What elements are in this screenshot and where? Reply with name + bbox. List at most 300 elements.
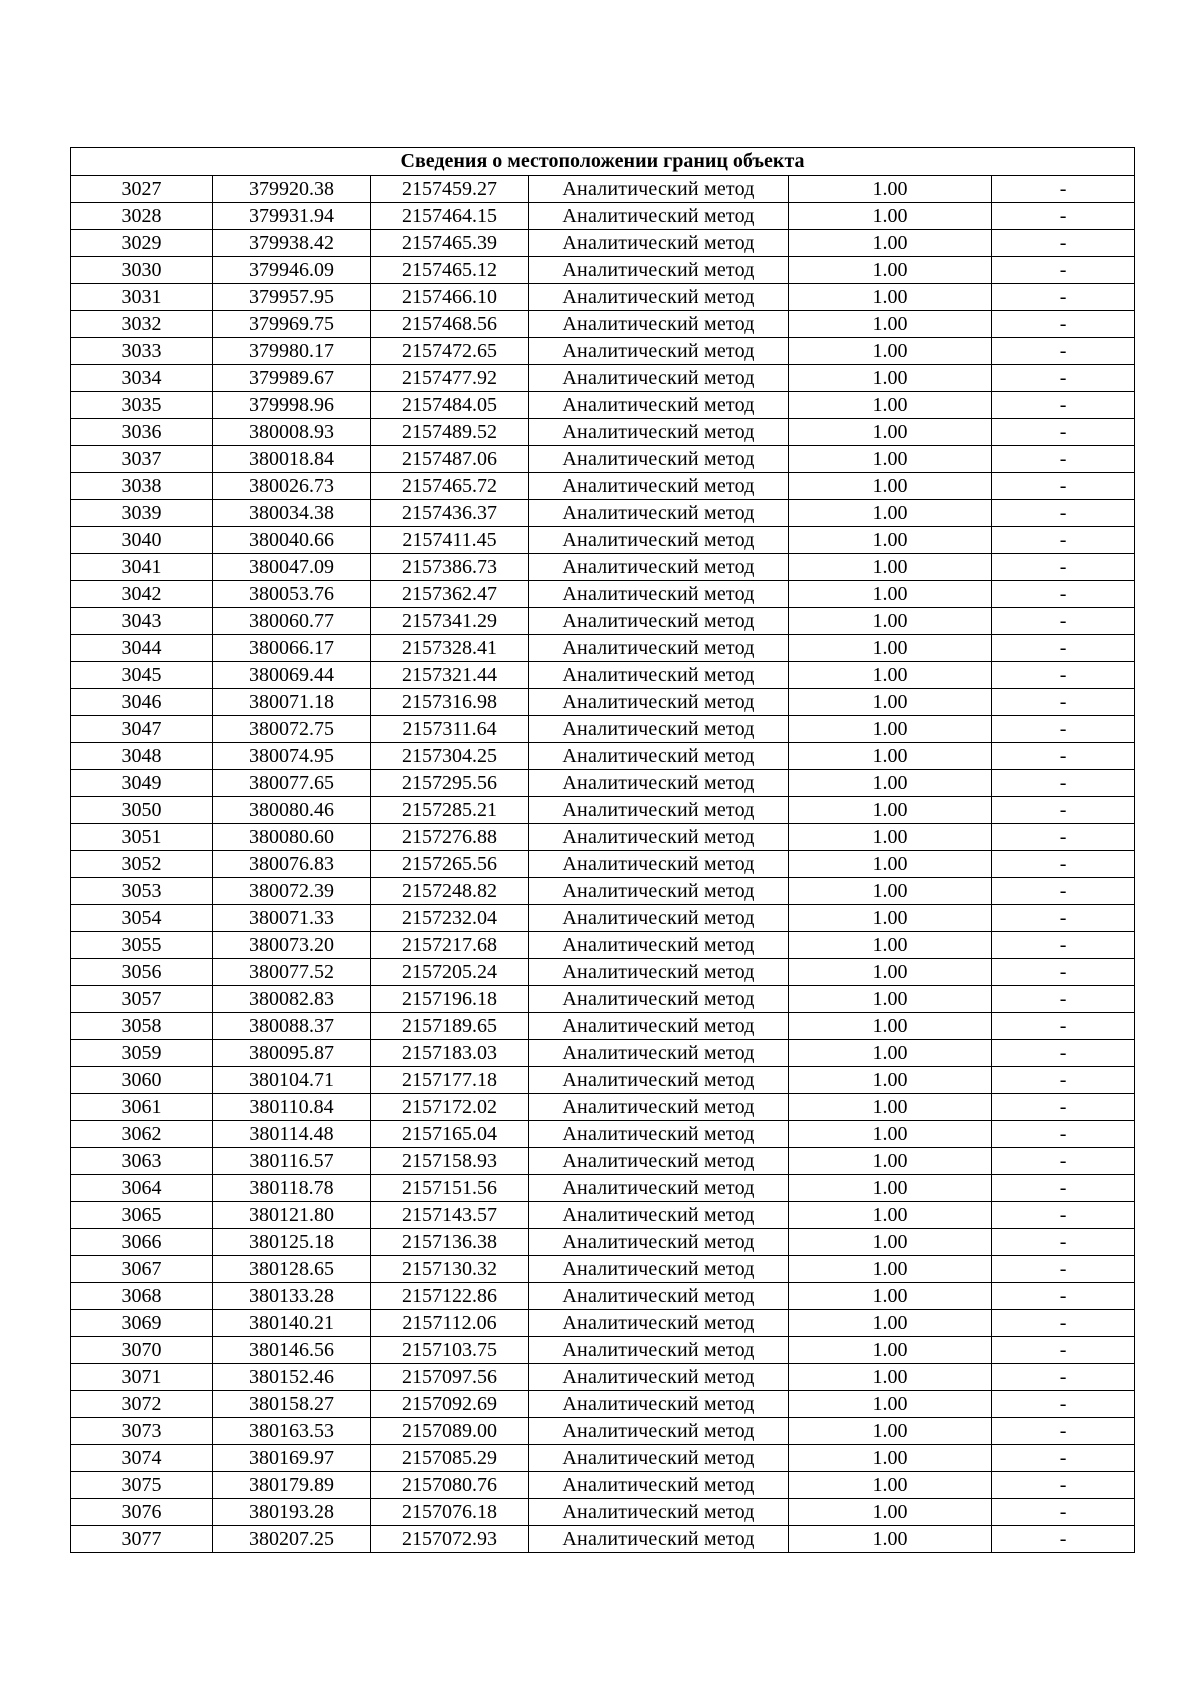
table-row [71,1040,1135,1067]
note-cell: - [992,1337,1135,1364]
note-cell: - [992,1229,1135,1256]
accuracy-cell: 1.00 [789,1148,992,1175]
method-cell: Аналитический метод [529,338,789,365]
x-coordinate: 380140.21 [213,1310,371,1337]
y-coordinate: 2157304.25 [371,743,529,770]
y-coordinate: 2157341.29 [371,608,529,635]
point-number: 3065 [71,1202,213,1229]
table-row [71,986,1135,1013]
y-coordinate: 2157136.38 [371,1229,529,1256]
accuracy-cell: 1.00 [789,959,992,986]
accuracy-cell: 1.00 [789,1067,992,1094]
table-row [71,1094,1135,1121]
method-cell: Аналитический метод [529,797,789,824]
x-coordinate: 380193.28 [213,1499,371,1526]
note-cell: - [992,1040,1135,1067]
accuracy-cell: 1.00 [789,662,992,689]
accuracy-cell: 1.00 [789,608,992,635]
table-row [71,1310,1135,1337]
note-cell: - [992,878,1135,905]
method-cell: Аналитический метод [529,1121,789,1148]
method-cell: Аналитический метод [529,1526,789,1553]
point-number: 3069 [71,1310,213,1337]
point-number: 3032 [71,311,213,338]
y-coordinate: 2157158.93 [371,1148,529,1175]
note-cell: - [992,1256,1135,1283]
note-cell: - [992,1094,1135,1121]
point-number: 3031 [71,284,213,311]
method-cell: Аналитический метод [529,1310,789,1337]
note-cell: - [992,1364,1135,1391]
y-coordinate: 2157321.44 [371,662,529,689]
x-coordinate: 379938.42 [213,230,371,257]
method-cell: Аналитический метод [529,500,789,527]
point-number: 3028 [71,203,213,230]
point-number: 3064 [71,1175,213,1202]
table-row [71,446,1135,473]
x-coordinate: 380110.84 [213,1094,371,1121]
table-row [71,1229,1135,1256]
accuracy-cell: 1.00 [789,743,992,770]
note-cell: - [992,176,1135,203]
point-number: 3033 [71,338,213,365]
x-coordinate: 380077.52 [213,959,371,986]
point-number: 3063 [71,1148,213,1175]
table-row [71,1067,1135,1094]
method-cell: Аналитический метод [529,1391,789,1418]
x-coordinate: 380128.65 [213,1256,371,1283]
point-number: 3045 [71,662,213,689]
table-row [71,419,1135,446]
note-cell: - [992,689,1135,716]
method-cell: Аналитический метод [529,1499,789,1526]
method-cell: Аналитический метод [529,284,789,311]
table-row [71,1391,1135,1418]
note-cell: - [992,635,1135,662]
y-coordinate: 2157276.88 [371,824,529,851]
note-cell: - [992,851,1135,878]
table-row [71,338,1135,365]
y-coordinate: 2157295.56 [371,770,529,797]
method-cell: Аналитический метод [529,743,789,770]
x-coordinate: 380088.37 [213,1013,371,1040]
table-row [71,473,1135,500]
table-row [71,608,1135,635]
point-number: 3062 [71,1121,213,1148]
y-coordinate: 2157183.03 [371,1040,529,1067]
note-cell: - [992,1283,1135,1310]
x-coordinate: 380066.17 [213,635,371,662]
y-coordinate: 2157489.52 [371,419,529,446]
point-number: 3059 [71,1040,213,1067]
accuracy-cell: 1.00 [789,446,992,473]
x-coordinate: 379969.75 [213,311,371,338]
table-row [71,284,1135,311]
table-row [71,1121,1135,1148]
accuracy-cell: 1.00 [789,473,992,500]
y-coordinate: 2157072.93 [371,1526,529,1553]
x-coordinate: 380116.57 [213,1148,371,1175]
note-cell: - [992,257,1135,284]
point-number: 3051 [71,824,213,851]
note-cell: - [992,1013,1135,1040]
table-title: Сведения о местоположении границ объекта [71,148,1135,176]
method-cell: Аналитический метод [529,446,789,473]
table-row [71,878,1135,905]
point-number: 3036 [71,419,213,446]
note-cell: - [992,311,1135,338]
x-coordinate: 380114.48 [213,1121,371,1148]
y-coordinate: 2157103.75 [371,1337,529,1364]
y-coordinate: 2157143.57 [371,1202,529,1229]
point-number: 3072 [71,1391,213,1418]
accuracy-cell: 1.00 [789,1094,992,1121]
point-number: 3044 [71,635,213,662]
method-cell: Аналитический метод [529,1337,789,1364]
method-cell: Аналитический метод [529,689,789,716]
x-coordinate: 380169.97 [213,1445,371,1472]
point-number: 3027 [71,176,213,203]
accuracy-cell: 1.00 [789,581,992,608]
table-row [71,257,1135,284]
y-coordinate: 2157097.56 [371,1364,529,1391]
x-coordinate: 379998.96 [213,392,371,419]
point-number: 3066 [71,1229,213,1256]
point-number: 3057 [71,986,213,1013]
accuracy-cell: 1.00 [789,1310,992,1337]
y-coordinate: 2157177.18 [371,1067,529,1094]
method-cell: Аналитический метод [529,527,789,554]
table-row [71,581,1135,608]
point-number: 3046 [71,689,213,716]
note-cell: - [992,1202,1135,1229]
note-cell: - [992,932,1135,959]
accuracy-cell: 1.00 [789,1013,992,1040]
method-cell: Аналитический метод [529,365,789,392]
method-cell: Аналитический метод [529,257,789,284]
x-coordinate: 380008.93 [213,419,371,446]
method-cell: Аналитический метод [529,959,789,986]
point-number: 3071 [71,1364,213,1391]
method-cell: Аналитический метод [529,176,789,203]
method-cell: Аналитический метод [529,1445,789,1472]
table-row [71,554,1135,581]
x-coordinate: 380118.78 [213,1175,371,1202]
method-cell: Аналитический метод [529,230,789,257]
x-coordinate: 380071.18 [213,689,371,716]
point-number: 3060 [71,1067,213,1094]
method-cell: Аналитический метод [529,473,789,500]
y-coordinate: 2157311.64 [371,716,529,743]
point-number: 3054 [71,905,213,932]
y-coordinate: 2157130.32 [371,1256,529,1283]
note-cell: - [992,770,1135,797]
point-number: 3049 [71,770,213,797]
x-coordinate: 380060.77 [213,608,371,635]
table-row [71,1013,1135,1040]
note-cell: - [992,554,1135,581]
point-number: 3043 [71,608,213,635]
y-coordinate: 2157386.73 [371,554,529,581]
method-cell: Аналитический метод [529,716,789,743]
accuracy-cell: 1.00 [789,986,992,1013]
table-row [71,905,1135,932]
point-number: 3053 [71,878,213,905]
x-coordinate: 380080.46 [213,797,371,824]
table-row [71,1472,1135,1499]
note-cell: - [992,608,1135,635]
x-coordinate: 380152.46 [213,1364,371,1391]
point-number: 3047 [71,716,213,743]
point-number: 3075 [71,1472,213,1499]
note-cell: - [992,1121,1135,1148]
method-cell: Аналитический метод [529,554,789,581]
y-coordinate: 2157248.82 [371,878,529,905]
accuracy-cell: 1.00 [789,1391,992,1418]
method-cell: Аналитический метод [529,1202,789,1229]
x-coordinate: 380125.18 [213,1229,371,1256]
table-row [71,770,1135,797]
method-cell: Аналитический метод [529,986,789,1013]
y-coordinate: 2157122.86 [371,1283,529,1310]
accuracy-cell: 1.00 [789,284,992,311]
boundary-coordinates-table [70,147,1135,1553]
method-cell: Аналитический метод [529,1256,789,1283]
x-coordinate: 380095.87 [213,1040,371,1067]
table-row [71,797,1135,824]
accuracy-cell: 1.00 [789,1121,992,1148]
accuracy-cell: 1.00 [789,365,992,392]
point-number: 3029 [71,230,213,257]
accuracy-cell: 1.00 [789,905,992,932]
point-number: 3040 [71,527,213,554]
accuracy-cell: 1.00 [789,338,992,365]
x-coordinate: 380146.56 [213,1337,371,1364]
table-row [71,1202,1135,1229]
point-number: 3077 [71,1526,213,1553]
note-cell: - [992,797,1135,824]
y-coordinate: 2157459.27 [371,176,529,203]
accuracy-cell: 1.00 [789,716,992,743]
x-coordinate: 380074.95 [213,743,371,770]
accuracy-cell: 1.00 [789,1175,992,1202]
note-cell: - [992,1391,1135,1418]
accuracy-cell: 1.00 [789,203,992,230]
point-number: 3048 [71,743,213,770]
note-cell: - [992,419,1135,446]
note-cell: - [992,1472,1135,1499]
y-coordinate: 2157151.56 [371,1175,529,1202]
method-cell: Аналитический метод [529,311,789,338]
note-cell: - [992,1067,1135,1094]
x-coordinate: 380121.80 [213,1202,371,1229]
x-coordinate: 380026.73 [213,473,371,500]
note-cell: - [992,230,1135,257]
y-coordinate: 2157232.04 [371,905,529,932]
note-cell: - [992,527,1135,554]
point-number: 3030 [71,257,213,284]
table-row [71,203,1135,230]
table-row [71,662,1135,689]
note-cell: - [992,662,1135,689]
accuracy-cell: 1.00 [789,1445,992,1472]
x-coordinate: 380077.65 [213,770,371,797]
accuracy-cell: 1.00 [789,257,992,284]
method-cell: Аналитический метод [529,851,789,878]
table-row [71,527,1135,554]
method-cell: Аналитический метод [529,419,789,446]
note-cell: - [992,743,1135,770]
method-cell: Аналитический метод [529,905,789,932]
x-coordinate: 379931.94 [213,203,371,230]
accuracy-cell: 1.00 [789,527,992,554]
point-number: 3067 [71,1256,213,1283]
note-cell: - [992,905,1135,932]
accuracy-cell: 1.00 [789,1364,992,1391]
accuracy-cell: 1.00 [789,230,992,257]
x-coordinate: 380207.25 [213,1526,371,1553]
x-coordinate: 380040.66 [213,527,371,554]
x-coordinate: 380069.44 [213,662,371,689]
x-coordinate: 379989.67 [213,365,371,392]
y-coordinate: 2157362.47 [371,581,529,608]
table-title-row [71,148,1135,176]
method-cell: Аналитический метод [529,1472,789,1499]
y-coordinate: 2157172.02 [371,1094,529,1121]
y-coordinate: 2157316.98 [371,689,529,716]
note-cell: - [992,716,1135,743]
method-cell: Аналитический метод [529,824,789,851]
method-cell: Аналитический метод [529,203,789,230]
note-cell: - [992,581,1135,608]
point-number: 3041 [71,554,213,581]
accuracy-cell: 1.00 [789,311,992,338]
accuracy-cell: 1.00 [789,824,992,851]
method-cell: Аналитический метод [529,635,789,662]
note-cell: - [992,284,1135,311]
y-coordinate: 2157189.65 [371,1013,529,1040]
accuracy-cell: 1.00 [789,1202,992,1229]
accuracy-cell: 1.00 [789,1040,992,1067]
table-row [71,635,1135,662]
accuracy-cell: 1.00 [789,1229,992,1256]
y-coordinate: 2157484.05 [371,392,529,419]
x-coordinate: 380073.20 [213,932,371,959]
method-cell: Аналитический метод [529,932,789,959]
point-number: 3068 [71,1283,213,1310]
table-row [71,689,1135,716]
note-cell: - [992,473,1135,500]
accuracy-cell: 1.00 [789,500,992,527]
x-coordinate: 380179.89 [213,1472,371,1499]
point-number: 3037 [71,446,213,473]
method-cell: Аналитический метод [529,1067,789,1094]
table-row [71,1337,1135,1364]
point-number: 3073 [71,1418,213,1445]
point-number: 3055 [71,932,213,959]
y-coordinate: 2157217.68 [371,932,529,959]
accuracy-cell: 1.00 [789,1418,992,1445]
x-coordinate: 379946.09 [213,257,371,284]
note-cell: - [992,1418,1135,1445]
table-row [71,1283,1135,1310]
x-coordinate: 379980.17 [213,338,371,365]
accuracy-cell: 1.00 [789,797,992,824]
y-coordinate: 2157205.24 [371,959,529,986]
x-coordinate: 380104.71 [213,1067,371,1094]
point-number: 3050 [71,797,213,824]
point-number: 3061 [71,1094,213,1121]
method-cell: Аналитический метод [529,1040,789,1067]
accuracy-cell: 1.00 [789,851,992,878]
x-coordinate: 380034.38 [213,500,371,527]
accuracy-cell: 1.00 [789,176,992,203]
table-row [71,1148,1135,1175]
x-coordinate: 380053.76 [213,581,371,608]
point-number: 3039 [71,500,213,527]
x-coordinate: 380072.39 [213,878,371,905]
x-coordinate: 380071.33 [213,905,371,932]
accuracy-cell: 1.00 [789,878,992,905]
y-coordinate: 2157465.12 [371,257,529,284]
accuracy-cell: 1.00 [789,1283,992,1310]
method-cell: Аналитический метод [529,392,789,419]
point-number: 3034 [71,365,213,392]
table-row [71,716,1135,743]
method-cell: Аналитический метод [529,662,789,689]
x-coordinate: 380076.83 [213,851,371,878]
point-number: 3042 [71,581,213,608]
table-row [71,1445,1135,1472]
y-coordinate: 2157285.21 [371,797,529,824]
table-body [71,176,1135,1553]
note-cell: - [992,203,1135,230]
y-coordinate: 2157328.41 [371,635,529,662]
x-coordinate: 380133.28 [213,1283,371,1310]
method-cell: Аналитический метод [529,608,789,635]
y-coordinate: 2157265.56 [371,851,529,878]
y-coordinate: 2157092.69 [371,1391,529,1418]
table-row [71,365,1135,392]
point-number: 3074 [71,1445,213,1472]
table-row [71,311,1135,338]
table-row [71,230,1135,257]
y-coordinate: 2157436.37 [371,500,529,527]
y-coordinate: 2157472.65 [371,338,529,365]
point-number: 3035 [71,392,213,419]
y-coordinate: 2157411.45 [371,527,529,554]
point-number: 3076 [71,1499,213,1526]
x-coordinate: 380163.53 [213,1418,371,1445]
note-cell: - [992,392,1135,419]
x-coordinate: 380082.83 [213,986,371,1013]
table-row [71,176,1135,203]
accuracy-cell: 1.00 [789,392,992,419]
table-row [71,959,1135,986]
note-cell: - [992,500,1135,527]
table-row [71,1364,1135,1391]
table-row [71,1526,1135,1553]
table-row [71,851,1135,878]
accuracy-cell: 1.00 [789,1499,992,1526]
table-row [71,1256,1135,1283]
note-cell: - [992,446,1135,473]
method-cell: Аналитический метод [529,1094,789,1121]
y-coordinate: 2157487.06 [371,446,529,473]
accuracy-cell: 1.00 [789,770,992,797]
x-coordinate: 380080.60 [213,824,371,851]
point-number: 3058 [71,1013,213,1040]
